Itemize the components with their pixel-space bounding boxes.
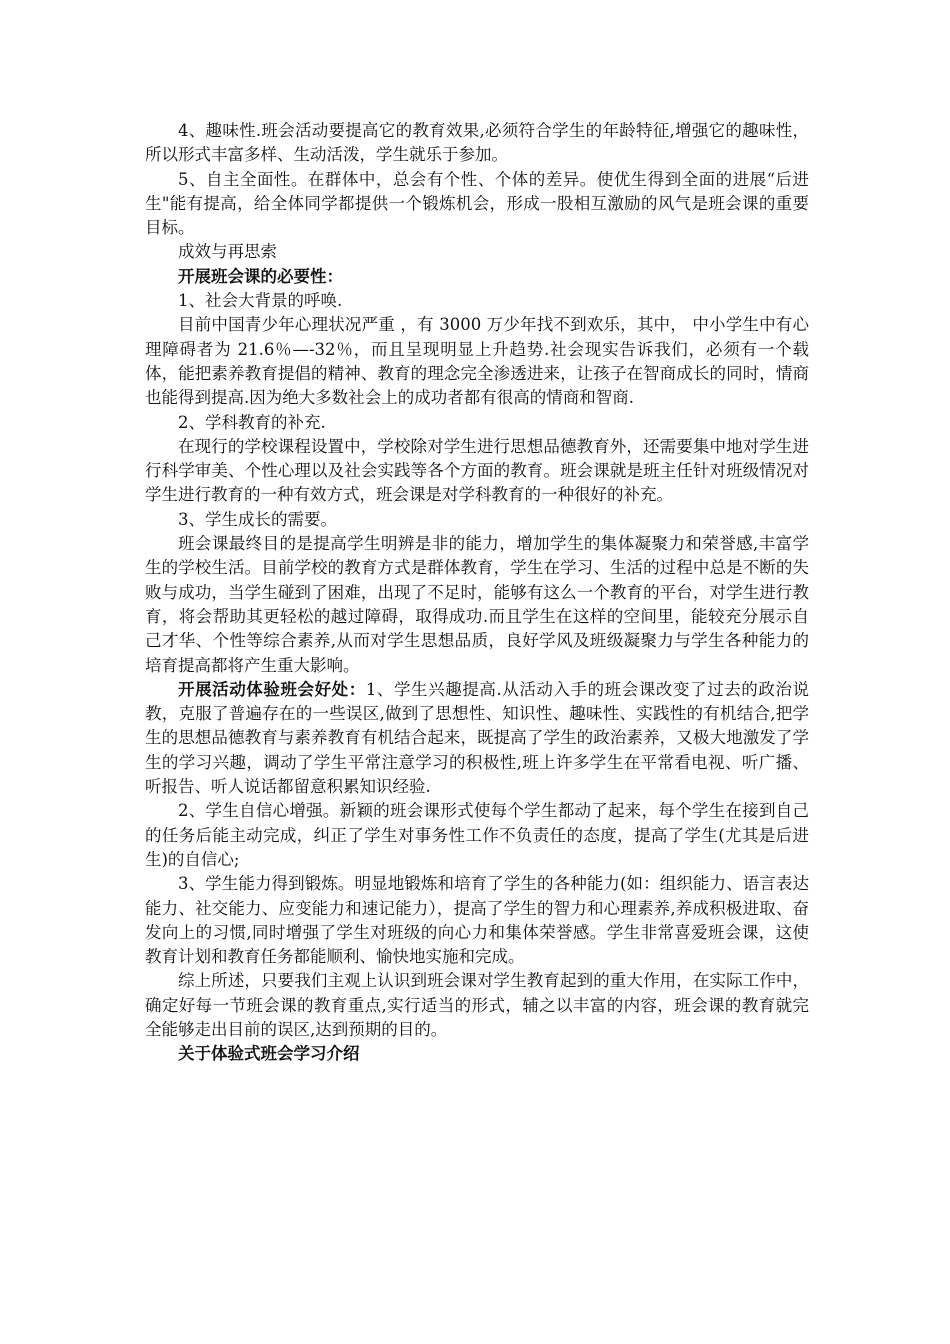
paragraph-confidence: 2、学生自信心增强。新颖的班会课形式使每个学生都动了起来，每个学生在接到自己的任务后能主动完成，纠正了学生对事务性工作不负责任的态度，提高了学生(尤其是后进生)的自信心;: [145, 801, 809, 869]
heading-benefits: 开展活动体验班会好处：: [178, 679, 366, 699]
heading-experiential-intro: 关于体验式班会学习介绍: [178, 1044, 360, 1064]
paragraph-subject-supplement: 2、学科教育的补充.: [178, 412, 326, 432]
paragraph-class-meeting-goal: 班会课最终目的是提高学生明辨是非的能力，增加学生的集体凝聚力和荣誉感,丰富学生的学校生活。目前学校的教育方式是群体教育，学生在学习、生活的过程中总是不断的失败与成功，当学生碰到了困难，出现了不足时，能够有这么一个教育的平台，对学生进行教育，将会帮助其更轻松的越过障碍，取得成功.而且学生在这样的空间里，能较充分展示自己才华、个性等综合素养,从而对学生思想品质，良好学风及班级凝聚力与学生各种能力的培育提高都将产生重大影响。: [145, 534, 809, 675]
paragraph-autonomy: 5、自主全面性。在群体中，总会有个性、个体的差异。使优生得到全面的进展“后进生"能有提高，给全体同学都提供一个锻炼机会，形成一股相互激励的风气是班会课的重要目标。: [145, 169, 809, 238]
paragraph-social-call: 1、社会大背景的呼唤.: [178, 291, 343, 311]
document-body: [145, 119, 809, 1067]
paragraph-curriculum: 在现行的学校课程设置中，学校除对学生进行思想品德教育外，还需要集中地对学生进行科学审美、个性心理以及社会实践等各个方面的教育。班会课就是班主任针对班级情况对学生进行教育的一种有效方式，班会课是对学科教育的一种很好的补充。: [145, 436, 809, 505]
heading-necessity: 开展班会课的必要性：: [178, 266, 343, 286]
paragraph-youth-psychology: 目前中国青少年心理状况严重 ，有 3000 万少年找不到欢乐，其中， 中小学生中有心理障碍者为 21.6％—-32％，而且呈现明显上升趋势.社会现实告诉我们，必须有一个载体，能把素养教育提倡的精神、教育的理念完全渗透进来，让孩子在智商成长的同时，情商也能得到提高.因为绝大多数社会上的成功者都有很高的情商和智商.: [145, 315, 809, 408]
paragraph-ability: 3、学生能力得到锻炼。明显地锻炼和培育了学生的各种能力(如：组织能力、语言表达能力、社交能力、应变能力和速记能力），提高了学生的智力和心理素养,养成积极进取、奋发向上的习惯,同时增强了学生对班级的向心力和集体荣誉感。学生非常喜爱班会课，这使教育计划和教育任务都能顺利、愉快地实施和完成。: [145, 874, 809, 967]
paragraph-results-heading: 成效与再思索: [178, 242, 277, 262]
paragraph-interest: 4、趣味性.班会活动要提高它的教育效果,必须符合学生的年龄特征,增强它的趣味性，所以形式丰富多样、生动活泼，学生就乐于参加。: [145, 121, 809, 165]
paragraph-conclusion: 综上所述，只要我们主观上认识到班会课对学生教育起到的重大作用，在实际工作中，确定好每一节班会课的教育重点,实行适当的形式，辅之以丰富的内容，班会课的教育就完全能够走出目前的误区,达到预期的目的。: [145, 971, 809, 1039]
paragraph-growth-needs: 3、学生成长的需要。: [178, 509, 337, 529]
paragraph-benefits: 开展活动体验班会好处：1、学生兴趣提高.从活动入手的班会课改变了过去的政治说教，克服了普遍存在的一些误区,做到了思想性、知识性、趣味性、实践性的有机结合,把学生的思想品德教育与素养教育有机结合起来，既提高了学生的政治素养，又极大地激发了学生的学习兴趣，调动了学生平常注意学习的积极性,班上许多学生在平常看电视、听广播、听报告、听人说话都留意积累知识经验.: [145, 679, 810, 797]
